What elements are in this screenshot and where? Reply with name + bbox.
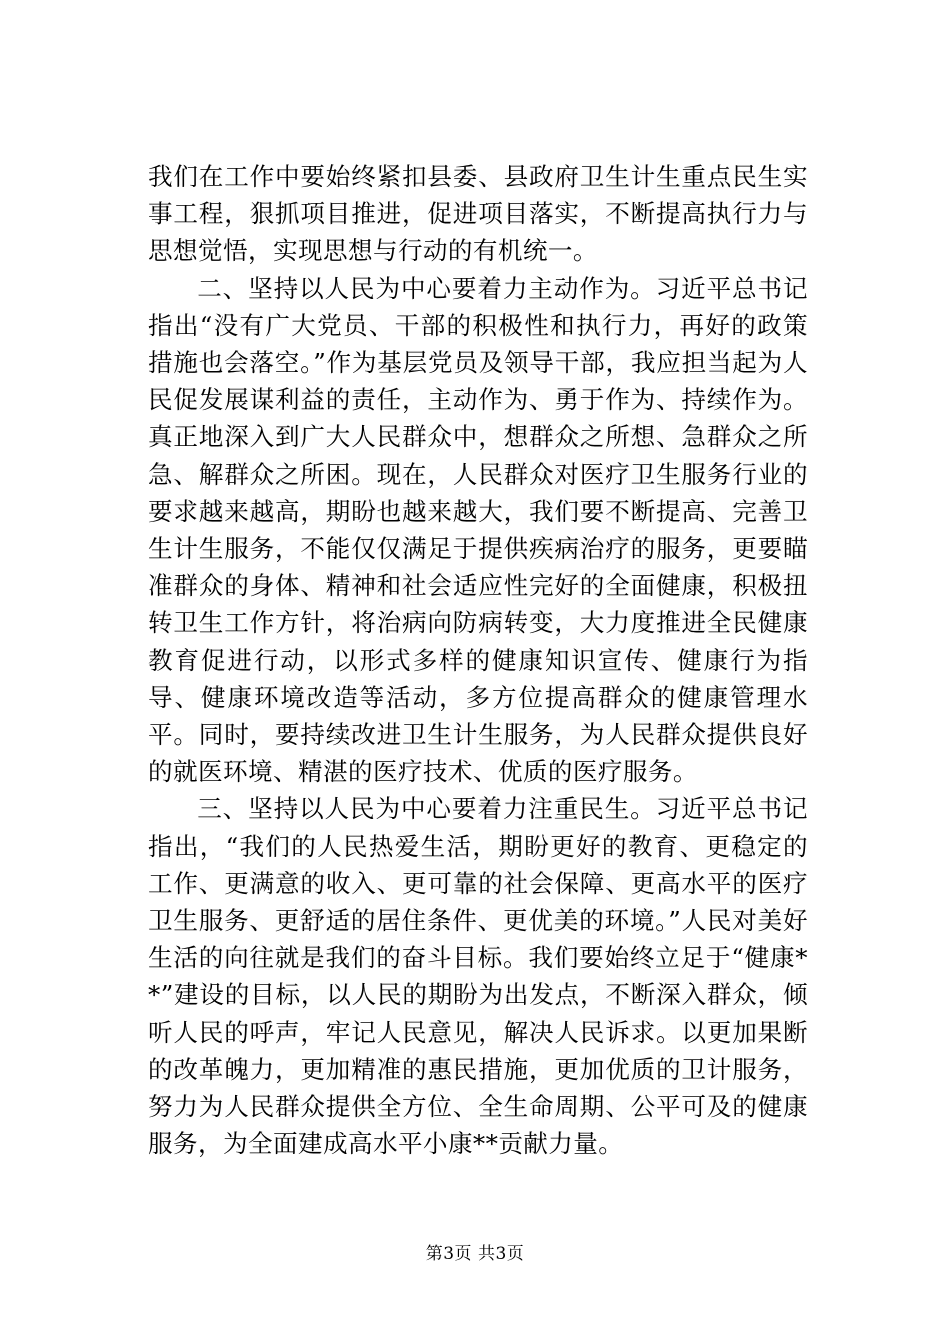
paragraph-continuation: 我们在工作中要始终紧扣县委、县政府卫生计生重点民生实事工程，狠抓项目推进，促进项目落实，不断提高执行力与思想觉悟，实现思想与行动的有机统一。 [148, 162, 808, 266]
page-footer: 第3页 共3页 [425, 1244, 525, 1264]
paragraph-section-three: 三、坚持以人民为中心要着力注重民生。习近平总书记指出，“我们的人民热爱生活，期盼更好的教育、更稳定的工作、更满意的收入、更可靠的社会保障、更高水平的医疗卫生服务、更舒适的居住条件、更优美的环境。”人民对美好生活的向往就是我们的奋斗目标。我们要始终立足于“健康**”建设的目标，以人民的期盼为出发点，不断深入群众，倾听人民的呼声，牢记人民意见，解决人民诉求。以更加果断的改革魄力，更加精准的惠民措施，更加优质的卫计服务，努力为人民群众提供全方位、全生命周期、公平可及的健康服务，为全面建成高水平小康**贡献力量。 [148, 794, 808, 1159]
paragraph-section-two: 二、坚持以人民为中心要着力主动作为。习近平总书记指出“没有广大党员、干部的积极性和执行力，再好的政策措施也会落空。”作为基层党员及领导干部，我应担当起为人民促发展谋利益的责任，主动作为、勇于作为、持续作为。真正地深入到广大人民群众中，想群众之所想、急群众之所急、解群众之所困。现在，人民群众对医疗卫生服务行业的要求越来越高，期盼也越来越大，我们要不断提高、完善卫生计生服务，不能仅仅满足于提供疾病治疗的服务，更要瞄准群众的身体、精神和社会适应性完好的全面健康，积极扭转卫生工作方针，将治病向防病转变，大力度推进全民健康教育促进行动，以形式多样的健康知识宣传、健康行为指导、健康环境改造等活动，多方位提高群众的健康管理水平。同时，要持续改进卫生计生服务，为人民群众提供良好的就医环境、精湛的医疗技术、优质的医疗服务。 [148, 273, 808, 787]
document-body [148, 158, 808, 1162]
